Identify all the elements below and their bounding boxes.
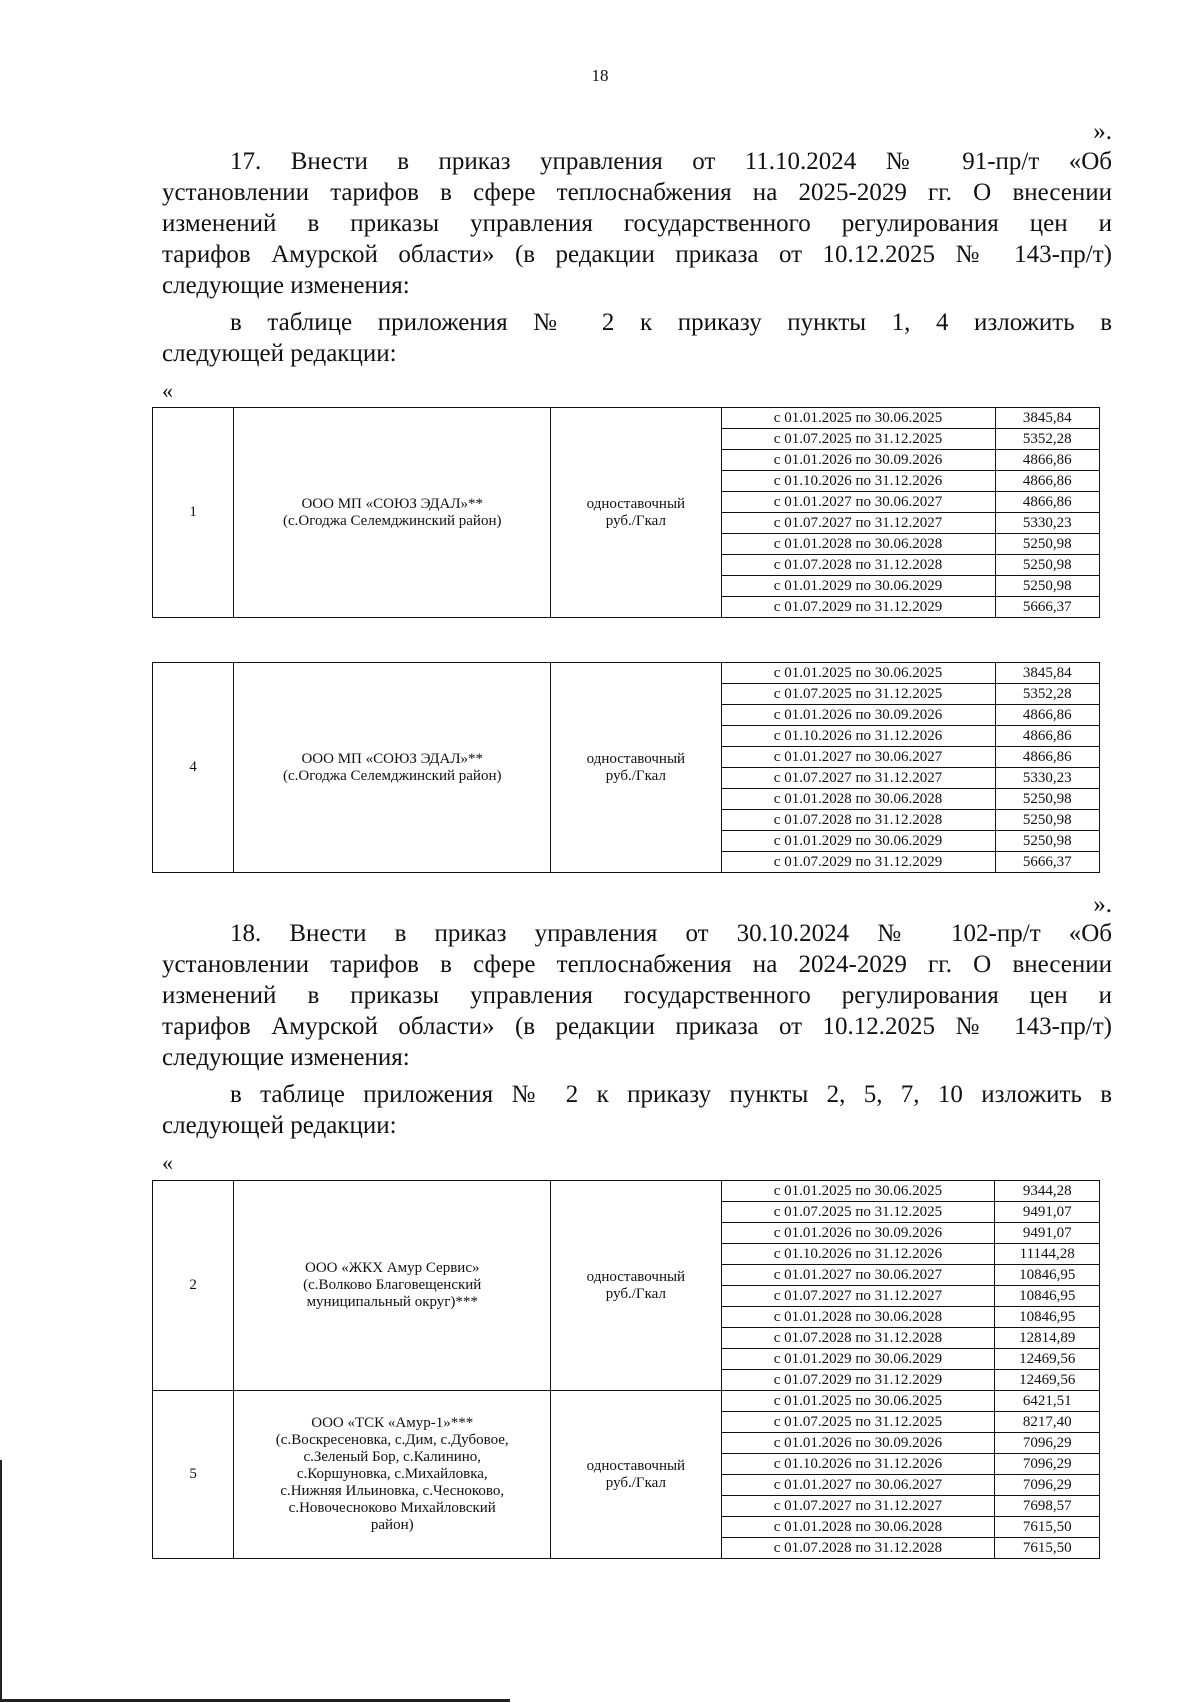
tariff-value-cell: 6421,51: [995, 1391, 1100, 1412]
tariff-value-cell: 11144,28: [995, 1244, 1100, 1265]
tariff-type-text: одноставочный: [586, 750, 686, 767]
tariff-value-cell: 8217,40: [995, 1412, 1100, 1433]
text-line: 18. Внести в приказ управления от 30.10.2024 № 102-пр/т «Об: [230, 920, 1112, 947]
tariff-value-cell: 4866,86: [995, 471, 1100, 492]
tariff-value-cell: 12469,56: [995, 1370, 1100, 1391]
tariff-value-cell: 5666,37: [995, 597, 1100, 618]
tariff-value-cell: 9344,28: [995, 1181, 1100, 1202]
section-18-paragraph: [162, 918, 1112, 1141]
tariff-value-cell: 9491,07: [995, 1223, 1100, 1244]
tariff-value-cell: 12814,89: [995, 1328, 1100, 1349]
tariff-value-cell: 10846,95: [995, 1265, 1100, 1286]
text-line: тарифов Амурской области» (в редакции приказа от 10.12.2025 № 143-пр/т): [162, 1013, 1112, 1040]
tariff-value-cell: 5330,23: [995, 768, 1100, 789]
tariff-type-text: руб./Гкал: [605, 512, 666, 529]
period-cell: с 01.10.2026 по 31.12.2026: [721, 726, 995, 747]
organization-text: ООО «ТСК «Амур-1»***: [311, 1415, 474, 1431]
tariff-type-text: одноставочный: [586, 1268, 686, 1285]
opening-quote: «: [162, 1150, 173, 1175]
tariff-value-cell: 7615,50: [995, 1538, 1100, 1559]
tariff-type-cell: [551, 1181, 721, 1391]
period-cell: с 01.01.2026 по 30.09.2026: [721, 705, 995, 726]
period-cell: с 01.01.2028 по 30.06.2028: [721, 1517, 995, 1538]
period-cell: с 01.07.2029 по 31.12.2029: [721, 852, 995, 873]
period-cell: с 01.01.2026 по 30.09.2026: [721, 450, 995, 471]
tariff-value-cell: 5250,98: [995, 555, 1100, 576]
organization-text: (с.Огоджа Селемджинский район): [283, 512, 502, 529]
section-17-paragraph: [162, 146, 1112, 369]
tariff-value-cell: 3845,84: [995, 408, 1100, 429]
tariff-value-cell: 5250,98: [995, 831, 1100, 852]
tariff-table-items-2-5: [152, 1180, 1100, 1559]
organization-text: муниципальный округ)***: [306, 1294, 478, 1310]
period-cell: с 01.01.2025 по 30.06.2025: [721, 1391, 995, 1412]
organization-text: ООО «ЖКХ Амур Сервис»: [305, 1260, 480, 1276]
organization-cell: [234, 663, 551, 873]
period-cell: с 01.07.2028 по 31.12.2028: [721, 555, 995, 576]
organization-cell: [234, 1181, 551, 1391]
text-line: в таблице приложения № 2 к приказу пункты 1, 4 изложить в: [230, 309, 1112, 336]
period-cell: с 01.07.2027 по 31.12.2027: [721, 513, 995, 534]
tariff-value-cell: 5666,37: [995, 852, 1100, 873]
tariff-value-cell: 4866,86: [995, 726, 1100, 747]
period-cell: с 01.01.2027 по 30.06.2027: [721, 747, 995, 768]
text-line: следующие изменения:: [162, 272, 410, 299]
text-line: изменений в приказы управления государственного регулирования цен и: [162, 210, 1112, 237]
period-cell: с 01.01.2025 по 30.06.2025: [721, 663, 995, 684]
period-cell: с 01.07.2027 по 31.12.2027: [721, 768, 995, 789]
period-cell: с 01.01.2029 по 30.06.2029: [721, 831, 995, 852]
tariff-value-cell: 4866,86: [995, 747, 1100, 768]
scan-edge: [0, 1699, 510, 1702]
organization-text: с.Зеленый Бор, с.Калинино,: [303, 1449, 482, 1465]
period-cell: с 01.10.2026 по 31.12.2026: [721, 1454, 995, 1475]
text-line: 17. Внести в приказ управления от 11.10.2024 № 91-пр/т «Об: [230, 148, 1112, 175]
period-cell: с 01.01.2028 по 30.06.2028: [721, 1307, 995, 1328]
organization-cell: [234, 408, 551, 618]
tariff-table-item-1: [152, 407, 1100, 618]
tariff-type-cell: [551, 408, 721, 618]
tariff-value-cell: 10846,95: [995, 1286, 1100, 1307]
period-cell: с 01.01.2027 по 30.06.2027: [721, 492, 995, 513]
period-cell: с 01.07.2027 по 31.12.2027: [721, 1496, 995, 1517]
text-line: в таблице приложения № 2 к приказу пункты 2, 5, 7, 10 изложить в: [230, 1081, 1112, 1108]
closing-quote: ».: [1093, 891, 1112, 918]
tariff-value-cell: 5250,98: [995, 810, 1100, 831]
period-cell: с 01.07.2025 по 31.12.2025: [721, 429, 995, 450]
text-line: следующей редакции:: [162, 1112, 397, 1139]
tariff-type-text: руб./Гкал: [605, 767, 666, 784]
period-cell: с 01.07.2029 по 31.12.2029: [721, 597, 995, 618]
scan-edge: [0, 1460, 2, 1700]
period-cell: с 01.01.2026 по 30.09.2026: [721, 1223, 995, 1244]
period-cell: с 01.01.2027 по 30.06.2027: [721, 1475, 995, 1496]
organization-text: (с.Волково Благовещенский: [303, 1277, 482, 1293]
text-line: следующей редакции:: [162, 340, 397, 367]
page-number: 18: [591, 66, 609, 85]
text-line: установлении тарифов в сфере теплоснабжения на 2025-2029 гг. О внесении: [162, 179, 1112, 206]
organization-text: ООО МП «СОЮЗ ЭДАЛ»**: [301, 495, 484, 512]
text-line: изменений в приказы управления государственного регулирования цен и: [162, 982, 1112, 1009]
period-cell: с 01.01.2028 по 30.06.2028: [721, 534, 995, 555]
tariff-value-cell: 4866,86: [995, 450, 1100, 471]
period-cell: с 01.07.2028 по 31.12.2028: [721, 810, 995, 831]
tariff-type-cell: [551, 1391, 721, 1559]
period-cell: с 01.07.2028 по 31.12.2028: [721, 1538, 995, 1559]
tariff-value-cell: 5330,23: [995, 513, 1100, 534]
table-row: [153, 663, 1100, 684]
organization-text: с.Коршуновка, с.Михайловка,: [296, 1466, 488, 1482]
organization-text: (с.Огоджа Селемджинский район): [283, 767, 502, 784]
period-cell: с 01.01.2026 по 30.09.2026: [721, 1433, 995, 1454]
organization-text: район): [370, 1517, 414, 1533]
period-cell: с 01.01.2025 по 30.06.2025: [721, 1181, 995, 1202]
table-row: [153, 1181, 1100, 1202]
tariff-type-text: руб./Гкал: [605, 1285, 666, 1302]
tariff-value-cell: 5250,98: [995, 534, 1100, 555]
tariff-type-cell: [551, 663, 721, 873]
organization-cell: [234, 1391, 551, 1559]
tariff-value-cell: 12469,56: [995, 1349, 1100, 1370]
table-row: [153, 1391, 1100, 1412]
period-cell: с 01.01.2025 по 30.06.2025: [721, 408, 995, 429]
item-number: 2: [153, 1181, 234, 1391]
tariff-value-cell: 9491,07: [995, 1202, 1100, 1223]
item-number: 4: [153, 663, 234, 873]
tariff-value-cell: 7615,50: [995, 1517, 1100, 1538]
text-line: тарифов Амурской области» (в редакции приказа от 10.12.2025 № 143-пр/т): [162, 241, 1112, 268]
text-line: установлении тарифов в сфере теплоснабжения на 2024-2029 гг. О внесении: [162, 951, 1112, 978]
opening-quote: «: [162, 378, 173, 403]
tariff-value-cell: 3845,84: [995, 663, 1100, 684]
organization-text: ООО МП «СОЮЗ ЭДАЛ»**: [301, 750, 484, 767]
period-cell: с 01.07.2025 по 31.12.2025: [721, 684, 995, 705]
period-cell: с 01.07.2025 по 31.12.2025: [721, 1202, 995, 1223]
tariff-value-cell: 7096,29: [995, 1475, 1100, 1496]
tariff-type-text: руб./Гкал: [605, 1474, 666, 1491]
tariff-value-cell: 7698,57: [995, 1496, 1100, 1517]
tariff-value-cell: 5352,28: [995, 684, 1100, 705]
period-cell: с 01.01.2029 по 30.06.2029: [721, 576, 995, 597]
period-cell: с 01.01.2028 по 30.06.2028: [721, 789, 995, 810]
period-cell: с 01.07.2029 по 31.12.2029: [721, 1370, 995, 1391]
tariff-value-cell: 10846,95: [995, 1307, 1100, 1328]
tariff-value-cell: 7096,29: [995, 1433, 1100, 1454]
item-number: 1: [153, 408, 234, 618]
organization-text: с.Новочесноково Михайловский: [288, 1500, 496, 1516]
text-line: следующие изменения:: [162, 1044, 410, 1071]
organization-text: (с.Воскресеновка, с.Дим, с.Дубовое,: [275, 1432, 509, 1448]
period-cell: с 01.07.2028 по 31.12.2028: [721, 1328, 995, 1349]
tariff-value-cell: 5250,98: [995, 789, 1100, 810]
tariff-type-text: одноставочный: [586, 495, 686, 512]
organization-text: с.Нижняя Ильиновка, с.Чесноково,: [280, 1483, 505, 1499]
tariff-value-cell: 7096,29: [995, 1454, 1100, 1475]
tariff-value-cell: 5250,98: [995, 576, 1100, 597]
tariff-table-item-4: [152, 662, 1100, 873]
period-cell: с 01.01.2027 по 30.06.2027: [721, 1265, 995, 1286]
tariff-value-cell: 4866,86: [995, 492, 1100, 513]
period-cell: с 01.07.2025 по 31.12.2025: [721, 1412, 995, 1433]
item-number: 5: [153, 1391, 234, 1559]
period-cell: с 01.07.2027 по 31.12.2027: [721, 1286, 995, 1307]
period-cell: с 01.10.2026 по 31.12.2026: [721, 471, 995, 492]
tariff-value-cell: 4866,86: [995, 705, 1100, 726]
period-cell: с 01.10.2026 по 31.12.2026: [721, 1244, 995, 1265]
closing-quote: ».: [1093, 118, 1112, 145]
period-cell: с 01.01.2029 по 30.06.2029: [721, 1349, 995, 1370]
table-row: [153, 408, 1100, 429]
tariff-value-cell: 5352,28: [995, 429, 1100, 450]
tariff-type-text: одноставочный: [586, 1457, 686, 1474]
